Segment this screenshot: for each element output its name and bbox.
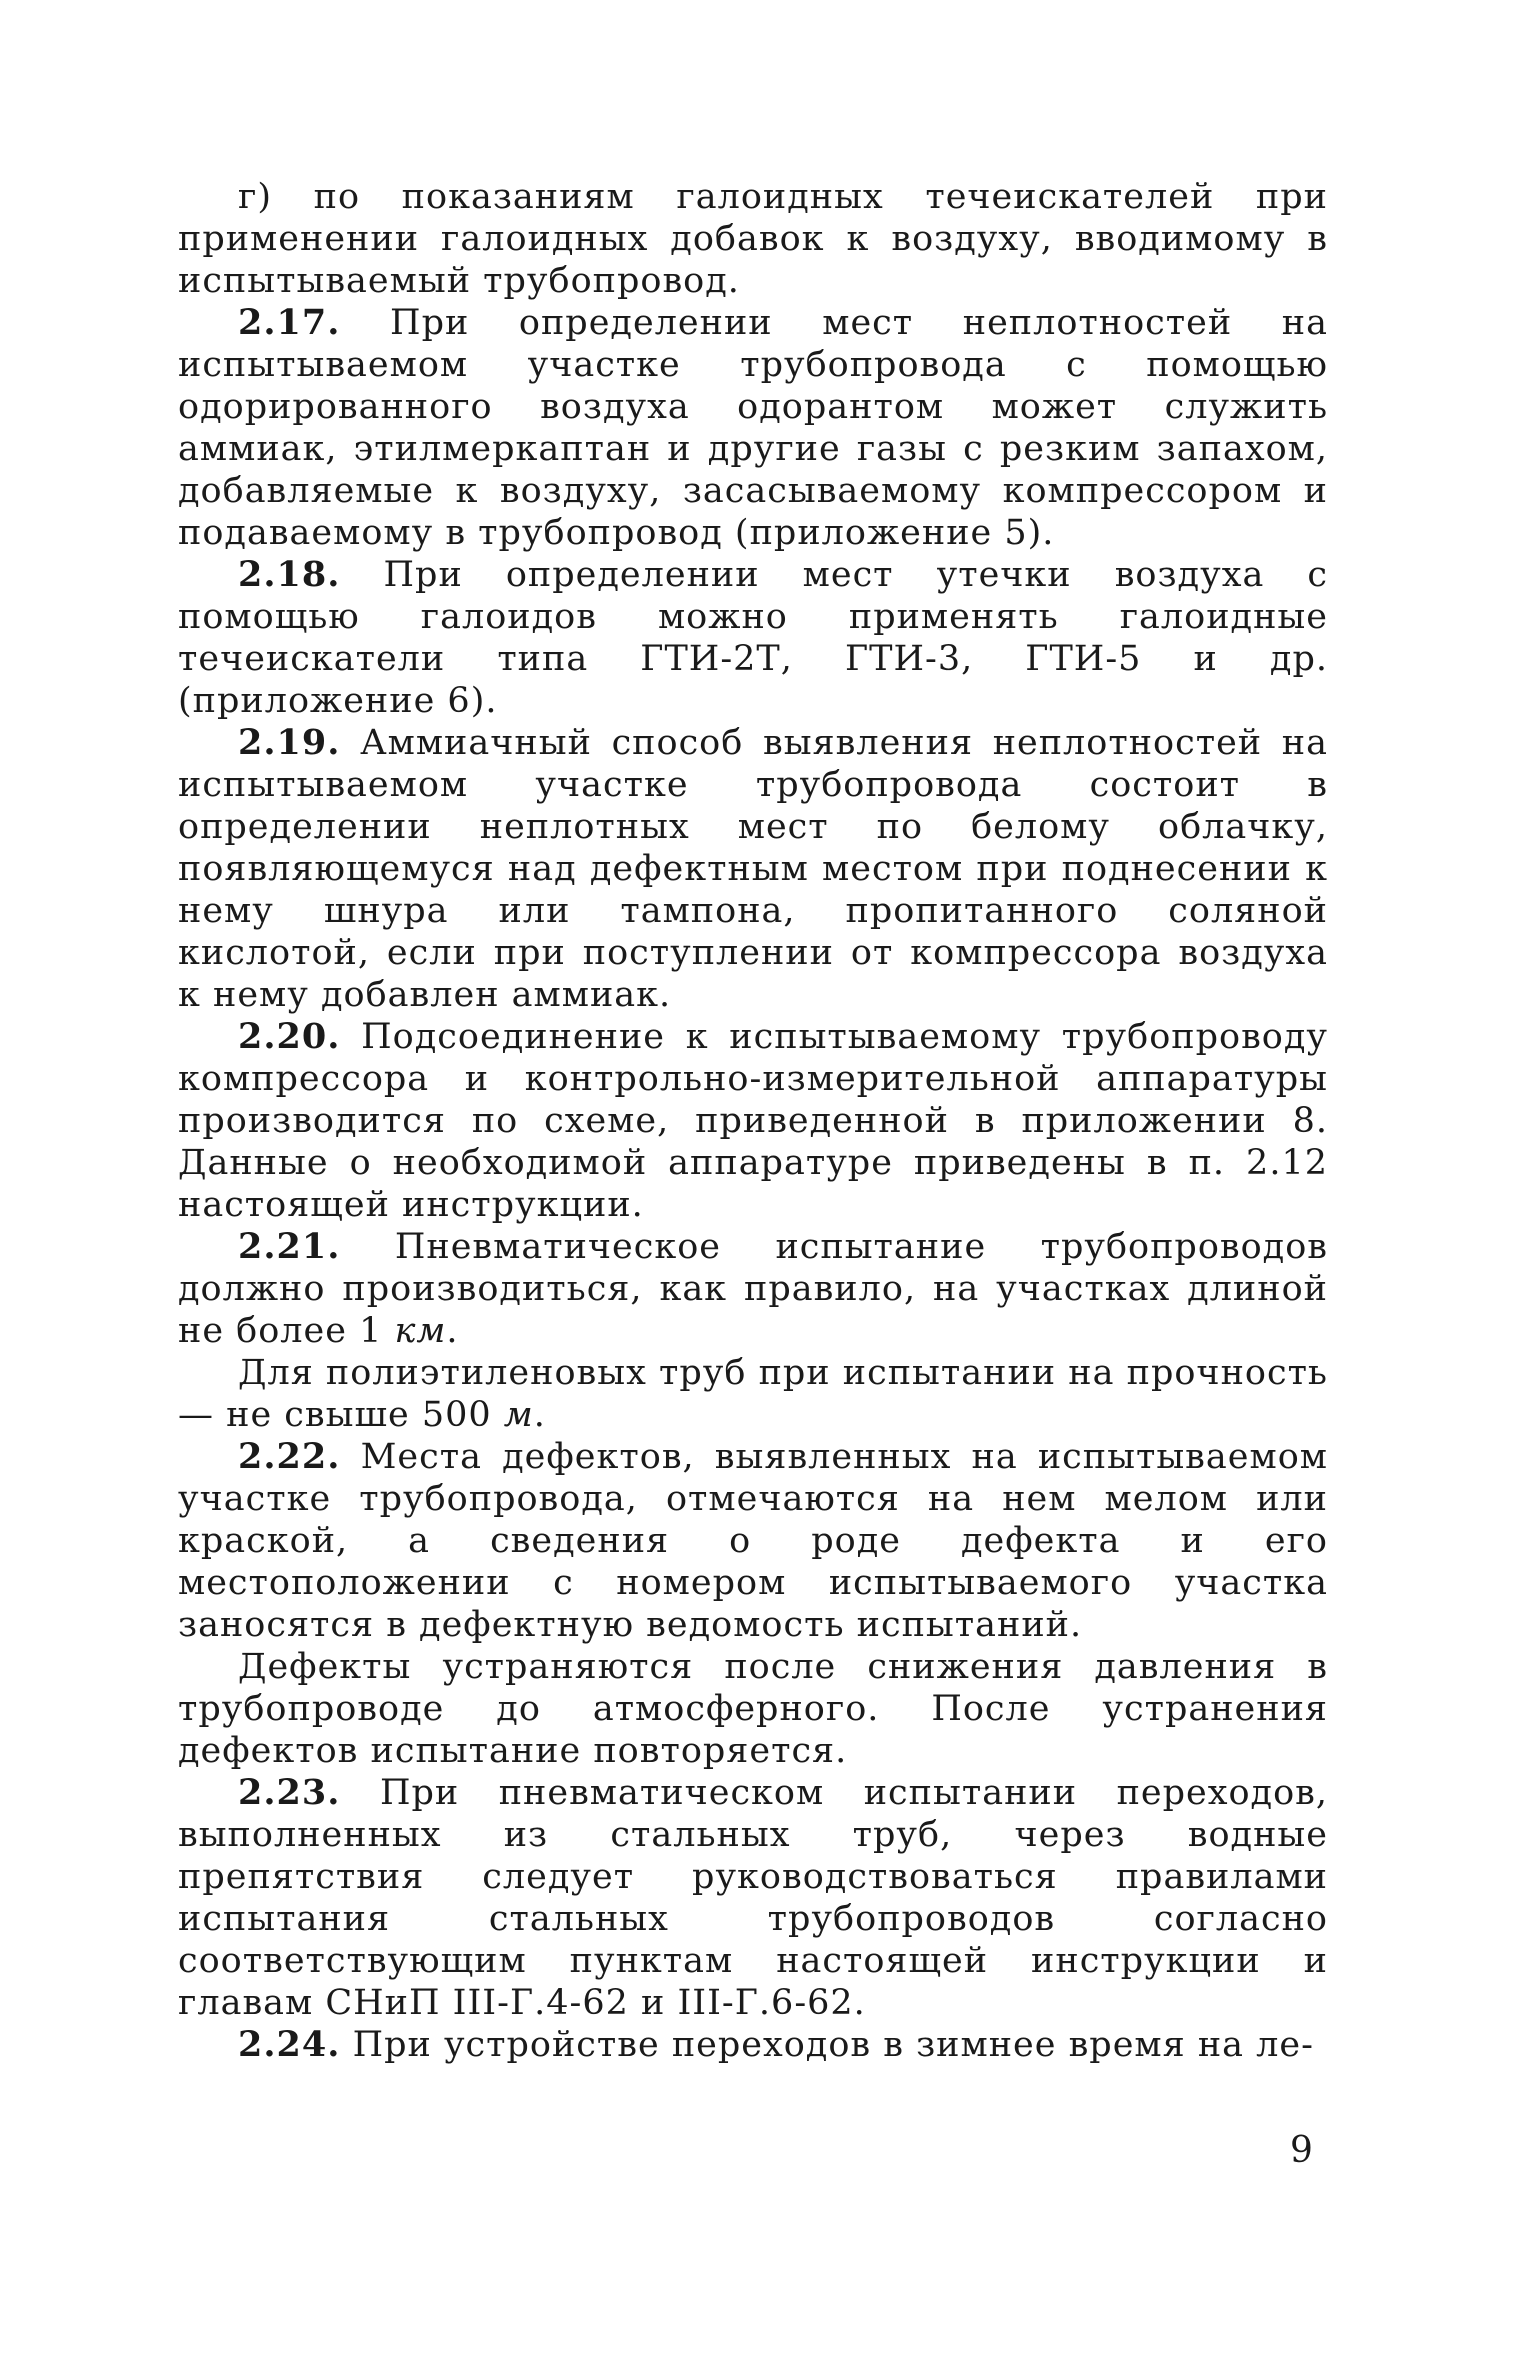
paragraph-text: Дефекты устраняются после снижения давления в трубопроводе до атмосферного. После устранения дефектов испытание повторяется. bbox=[178, 1647, 1328, 1771]
paragraph-text: Пневматическое испытание трубопроводов должно производиться, как правило, на участках длиной не более 1 bbox=[178, 1227, 1328, 1351]
paragraph-tail: . bbox=[533, 1395, 546, 1435]
paragraph-number: 2.22. bbox=[238, 1436, 341, 1477]
paragraph-number: 2.21. bbox=[238, 1226, 341, 1267]
paragraph-2-22-continuation bbox=[178, 1646, 1328, 1772]
paragraph-2-22 bbox=[178, 1436, 1328, 1646]
paragraph-number: 2.23. bbox=[238, 1772, 341, 1813]
paragraph-tail: . bbox=[446, 1311, 459, 1351]
paragraph-2-17 bbox=[178, 302, 1328, 554]
paragraph-number: 2.24. bbox=[238, 2024, 341, 2065]
paragraph-text: г) по показаниям галоидных течеискателей при применении галоидных добавок к воздуху, вводимому в испытываемый трубопровод. bbox=[178, 177, 1328, 301]
paragraph-text: Подсоединение к испытываемому трубопроводу компрессора и контрольно-измерительной аппаратуры производится по схеме, приведенной в приложении 8. Данные о необходимой аппаратуре приведены в п. 2.12 настоящей инструкции. bbox=[178, 1017, 1328, 1225]
paragraph-text: Места дефектов, выявленных на испытываемом участке трубопровода, отмечаются на нем мелом или краской, а сведения о роде дефекта и его местоположении с номером испытываемого участка заносятся в дефектную ведомость испытаний. bbox=[178, 1437, 1328, 1645]
paragraph-item-g bbox=[178, 176, 1328, 302]
paragraph-text: При определении мест неплотностей на испытываемом участке трубопровода с помощью одорированного воздуха одорантом может служить аммиак, этилмеркаптан и другие газы с резким запахом, добавляемые к воздуху, засасываемому компрессором и подаваемому в трубопровод (приложение 5). bbox=[178, 303, 1328, 553]
unit-km: км bbox=[394, 1311, 447, 1351]
paragraph-2-18 bbox=[178, 554, 1328, 722]
paragraph-2-21-continuation bbox=[178, 1352, 1328, 1436]
paragraph-text: При определении мест утечки воздуха с помощью галоидов можно применять галоидные течеискатели типа ГТИ-2Т, ГТИ-3, ГТИ-5 и др. (приложение 6). bbox=[178, 555, 1328, 721]
page-number: 9 bbox=[1290, 2130, 1313, 2171]
paragraph-text: При пневматическом испытании переходов, выполненных из стальных труб, через водные препятствия следует руководствоваться правилами испытания стальных трубопроводов согласно соответствующим пунктам настоящей инструкции и главам СНиП III-Г.4-62 и III-Г.6-62. bbox=[178, 1773, 1328, 2023]
paragraph-2-19 bbox=[178, 722, 1328, 1016]
body-text bbox=[178, 176, 1328, 2066]
paragraph-number: 2.19. bbox=[238, 722, 341, 763]
paragraph-text: При устройстве переходов в зимнее время на ле- bbox=[340, 2025, 1314, 2065]
paragraph-text: Аммиачный способ выявления неплотностей на испытываемом участке трубопровода состоит в определении неплотных мест по белому облачку, появляющемуся над дефектным местом при поднесении к нему шнура или тампона, пропитанного соляной кислотой, если при поступлении от компрессора воздуха к нему добавлен аммиак. bbox=[178, 723, 1328, 1015]
paragraph-number: 2.18. bbox=[238, 554, 341, 595]
paragraph-number: 2.17. bbox=[238, 302, 341, 343]
paragraph-2-21 bbox=[178, 1226, 1328, 1352]
paragraph-text: Для полиэтиленовых труб при испытании на прочность — не свыше 500 bbox=[178, 1353, 1328, 1435]
paragraph-2-24 bbox=[178, 2024, 1328, 2066]
paragraph-number: 2.20. bbox=[238, 1016, 341, 1057]
paragraph-2-20 bbox=[178, 1016, 1328, 1226]
unit-m: м bbox=[503, 1395, 534, 1435]
paragraph-2-23 bbox=[178, 1772, 1328, 2024]
